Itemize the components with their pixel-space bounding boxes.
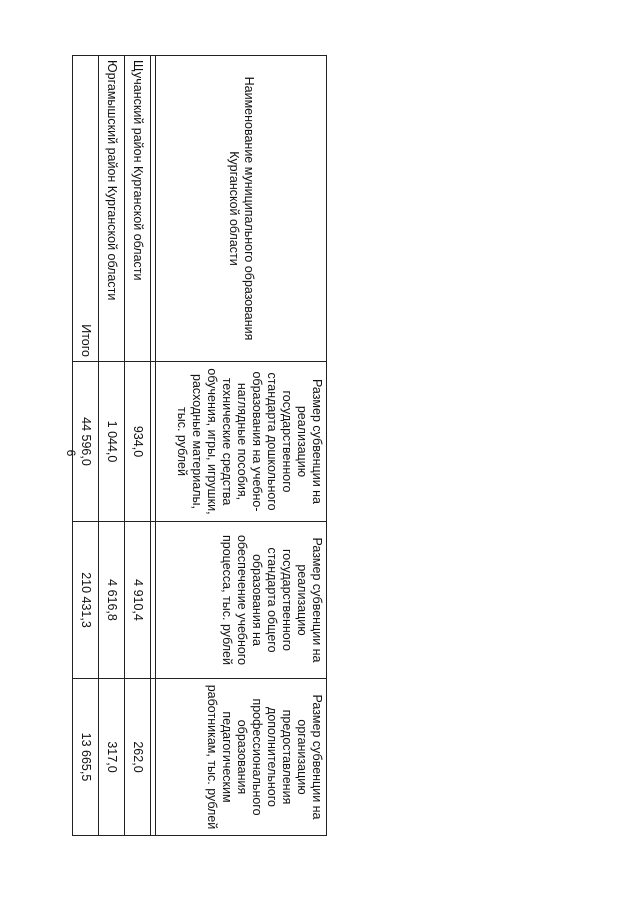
header-separator-row [151, 56, 156, 836]
preschool-value: 1 044,0 [99, 362, 125, 522]
header-preschool-subvention: Размер субвенции на реализацию государственного стандарта дошкольного образования на учебно-наглядные пособия, технические средства обучения, игры, игрушки, расходные материалы, тыс. рублей [156, 362, 327, 522]
rotated-table-area [79, 55, 327, 835]
general-education-value: 4 616,8 [99, 522, 125, 679]
municipality-name: Щучанский район Курганской области [125, 56, 151, 362]
header-professional-education-subvention: Размер субвенции на организацию предоставления дополнительного профессионального образования педагогическим работникам, тыс. рублей [156, 679, 327, 836]
separator-cell [151, 679, 156, 836]
subvention-table [72, 55, 327, 836]
table-header-row [156, 56, 327, 836]
separator-cell [151, 362, 156, 522]
header-municipality: Наименование муниципального образования Курганской области [156, 56, 327, 362]
table-row [99, 56, 125, 836]
professional-education-value: 317,0 [99, 679, 125, 836]
total-general-education-value: 210 431,3 [73, 522, 99, 679]
preschool-value: 934,0 [125, 362, 151, 522]
subvention-table-wrapper [79, 55, 327, 835]
total-professional-education-value: 13 665,5 [73, 679, 99, 836]
professional-education-value: 262,0 [125, 679, 151, 836]
table-row [125, 56, 151, 836]
separator-cell [151, 56, 156, 362]
general-education-value: 4 910,4 [125, 522, 151, 679]
separator-cell [151, 522, 156, 679]
total-row [73, 56, 99, 836]
municipality-name: Юргамышский район Курганской области [99, 56, 125, 362]
total-preschool-value: 44 596,0 [73, 362, 99, 522]
total-label: Итого [73, 56, 99, 362]
header-general-education-subvention: Размер субвенции на реализацию государственного стандарта общего образования на обеспечение учебного процесса, тыс. рублей [156, 522, 327, 679]
page-number: 6 [64, 449, 78, 457]
